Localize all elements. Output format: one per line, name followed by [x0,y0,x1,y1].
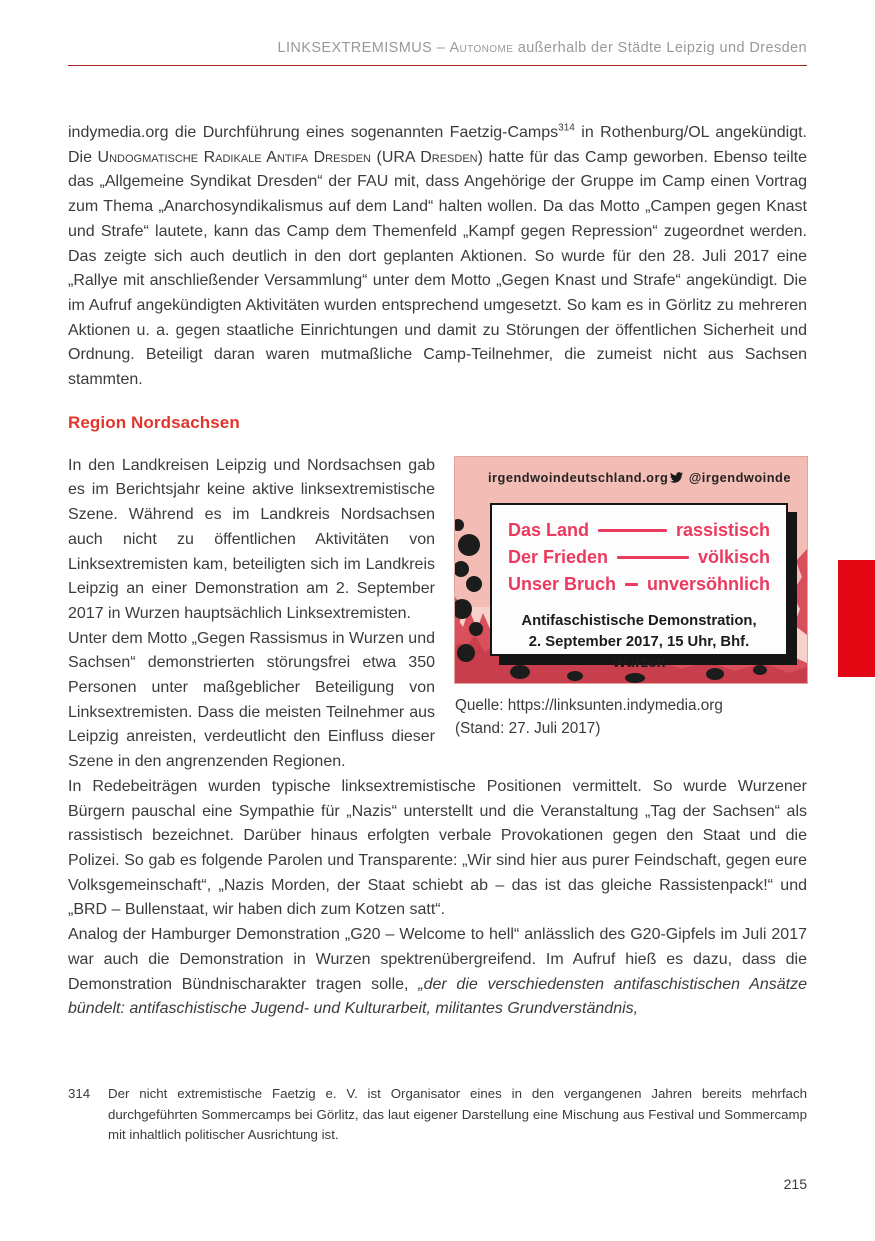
text-run: indymedia.org die Durchführung eines sogenannten Faetzig-Camps [68,124,559,141]
paragraph-motto-wurzen: Unter dem Motto „Gegen Rassismus in Wurzen und Sachsen“ demonstrierten störungsfrei etwa 350 Personen unter maßgeblicher Beteiligung von Linksextremisten. Dass die meisten Teilnehmer aus Leipzig anreisten, verdeutlicht den Einfluss dieser Szene in den angrenzenden Regionen. [68,629,435,771]
quoted-italic-text: „der die verschiedensten antifaschistischen Ansätze bündelt: antifaschistische Jugend- und Kulturarbeit, militantes Grundverständnis, [68,975,808,1018]
paragraph-redebeitraege: In Redebeiträgen wurden typische linksextremistische Positionen vermittelt. So wurde Wurzener Bürgern pauschal eine Sympathie für „Nazis“ unterstellt und die Veranstaltung „Tag der Sachsen“ als rassistisch bezeichnet. Darüber hinaus erfolgten verbale Provokationen gegen den Staat und die Polizei. So gab es folgende Parolen und Transparente: „Wir sind hier aus purer Feindschaft, gegen eure Volksgemeinschaft“, „Nazis Morden, der Staat schiebt ab – das ist das gleiche Rassistenpack!“ und „BRD – Bullenstaat, wir haben dich zum Kotzen satt“. [68,777,807,919]
paragraph-g20 [68,923,807,1022]
footnote-number: 314 [68,1086,91,1101]
poster-twitter [669,470,791,485]
slogan-right: rassistisch [675,519,770,540]
caption-date: (Stand: 27. Juli 2017) [455,719,601,737]
chapter-edge-tab [838,560,875,677]
slogan-left: Unser Bruch [508,573,617,594]
caption-source: Quelle: https://linksunten.indymedia.org [455,696,723,714]
poster-event-line1: Antifaschistische Demonstration, [521,612,757,629]
text-run: in Rothenburg/OL angekündigt. Die [68,124,808,166]
text-run: ) hatte für das Camp geworben. Ebenso teilte das „Allgemeine Syndikat Dresden“ der FAU mit, dass Angehörige der Gruppe im Camp einen Vortrag zum Thema „Anarchosyndikalismus auf dem Land“ halten wollen. Da das Motto „Campen gegen Knast und Strafe“ lautete, kann das Camp dem Themenfeld „Kampf gegen Repression“ zugeordnet werden. Das zeigte sich auch deutlich in den dort geplanten Aktionen. So wurde für den 28. Juli 2017 eine „Rallye mit anschließender Versammlung“ unter dem Motto „Gegen Knast und Strafe“ angekündigt. Die im Aufruf angekündigten Aktivitäten wurden entsprechend umgesetzt. So kam es in Görlitz zu mehreren Aktionen u. a. gegen staatliche Einrichtungen und damit zu Störungen der öffentlichen Sicherheit und Ordnung. Beteiligt daran waren mutmaßliche Camp-Teilnehmer, die zumeist nicht aus Sachsen stammten. [68,148,807,389]
slogan-dash-line [625,583,638,586]
footnote-314 [68,1084,807,1146]
footnote-reference: 314 [558,122,575,134]
main-content [68,121,807,1022]
running-head-chapter: LINKSEXTREMISMUS – [277,40,450,56]
slogan-right: unversöhnlich [646,573,770,594]
slogan-left: Das Land [508,519,590,540]
poster-event-line2: 2. September 2017, 15 Uhr, Bhf. Wurzen [528,633,750,671]
slogan-row [508,544,770,571]
slogan-row [508,571,770,598]
smallcaps-org-name: Undogmatische Radikale Antifa Dresden [97,148,371,166]
demonstration-poster-figure [455,457,807,740]
running-head-rest: außerhalb der Städte Leipzig und Dresden [513,40,807,56]
poster-website: irgendwoindeutschland.org [488,469,669,485]
figure-caption [455,694,807,740]
slogan-dash-line [598,529,667,532]
poster-slogan-box [490,503,788,671]
slogan-right: völkisch [697,546,770,567]
footnote-text: Der nicht extremistische Faetzig e. V. ist Organisator eines in den vergangenen Jahren bereits mehrfach durchgeführten Sommercamps bei Görlitz, das laut eigener Darstellung eine Mischung aus Festival und Sommercamp mit inhaltlich politischer Ausrichtung ist. [108,1086,807,1142]
running-head-smallcaps: Autonome [449,40,514,56]
smallcaps-org-name: Dresden [420,148,478,166]
demonstration-poster-image [455,457,807,683]
text-run: Analog der Hamburger Demonstration „G20 – Welcome to hell“ anlässlich des G20-Gipfels im Juli 2017 war auch die Demonstration in Wurzen spektrenübergreifend. Im Aufruf hieß es dazu, dass die Demonstration Bündnischarakter tragen solle, [68,926,807,993]
slogan-dash-line [617,556,689,559]
text-run: (URA [370,148,421,166]
slogan-left: Der Frieden [508,546,609,567]
section-heading-region-nordsachsen: Region Nordsachsen [68,412,240,432]
slogan-row [508,517,770,544]
paragraph-faetzig-camp [68,121,807,393]
poster-event-info [508,611,770,674]
page-number: 215 [783,1176,807,1192]
poster-top-row [488,470,791,485]
running-head [68,40,807,66]
paragraph-landkreise: In den Landkreisen Leipzig und Nordsachsen gab es im Berichtsjahr keine aktive linksextremistische Szene. Während es im Landkreis Nordsachsen auch nicht zu öffentlichen Aktivitäten von Linksextremisten kam, beteiligten sich im Landkreis Leipzig an einer Demonstration am 2. September 2017 in Wurzen hauptsächlich Linksextremisten. [68,456,435,622]
twitter-bird-icon [669,471,684,484]
poster-twitter-handle: @irgendwoinde [688,469,791,485]
